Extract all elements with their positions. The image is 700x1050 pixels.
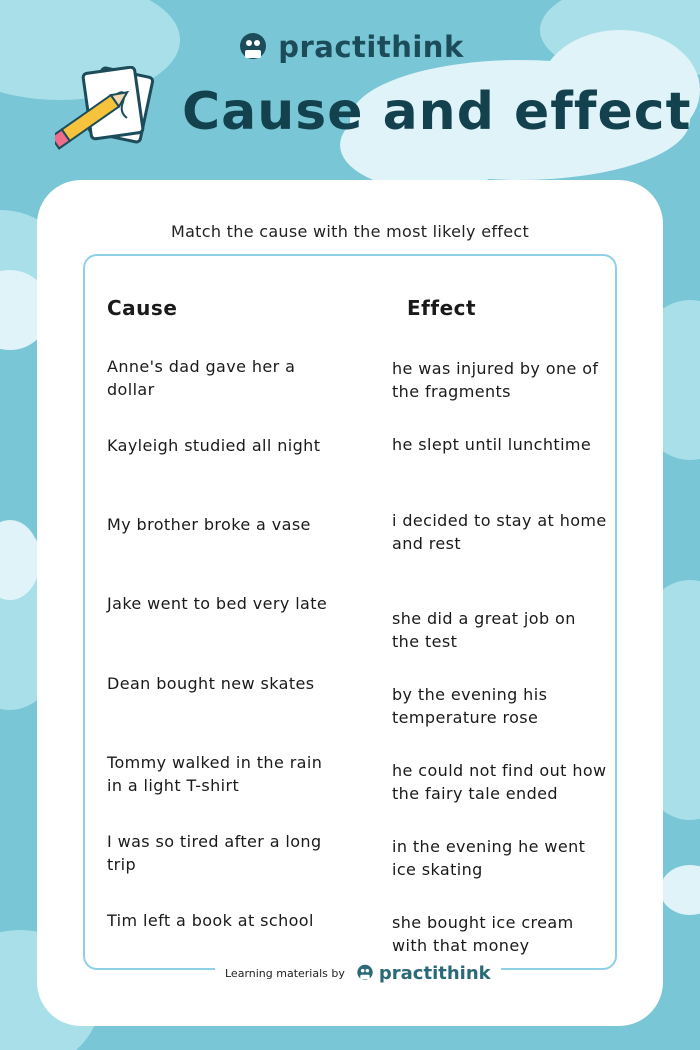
cause-item: Jake went to bed very late: [107, 594, 328, 613]
footer-label: Learning materials by: [225, 966, 345, 980]
cause-item: My brother broke a vase: [107, 515, 311, 534]
cause-item: Tommy walked in the rain in a light T-shirt: [107, 753, 323, 795]
instruction-text: Match the cause with the most likely effect: [170, 222, 530, 241]
effect-item: he could not find out how the fairy tale ended: [392, 761, 607, 803]
brand-name: practithink: [278, 30, 464, 64]
effect-item: he slept until lunchtime: [392, 435, 592, 454]
footer-brand-name: practithink: [378, 962, 491, 984]
cause-item: Tim left a book at school: [107, 911, 314, 930]
effect-item: she did a great job on the test: [392, 609, 576, 651]
effect-item: by the evening his temperature rose: [392, 685, 548, 727]
effect-item: i decided to stay at home and rest: [392, 511, 607, 553]
effect-column-header: Effect: [407, 296, 477, 320]
footer-credit: [215, 960, 501, 986]
cause-item: Dean bought new skates: [107, 674, 315, 693]
effect-item: she bought ice cream with that money: [392, 913, 574, 955]
brand-logo[interactable]: [0, 30, 700, 64]
pencil-paper-icon: [55, 66, 165, 156]
cause-item: Kayleigh studied all night: [107, 436, 321, 455]
page-title: Cause and effect: [182, 82, 692, 142]
effect-item: in the evening he went ice skating: [392, 837, 586, 879]
effect-item: he was injured by one of the fragments: [392, 359, 599, 401]
footer-brand-logo[interactable]: [355, 963, 491, 984]
cause-item: Anne's dad gave her a dollar: [107, 357, 296, 399]
brain-icon: [355, 963, 375, 983]
cause-column-header: Cause: [107, 296, 178, 320]
cause-item: I was so tired after a long trip: [107, 832, 322, 874]
brain-icon: [236, 30, 270, 64]
